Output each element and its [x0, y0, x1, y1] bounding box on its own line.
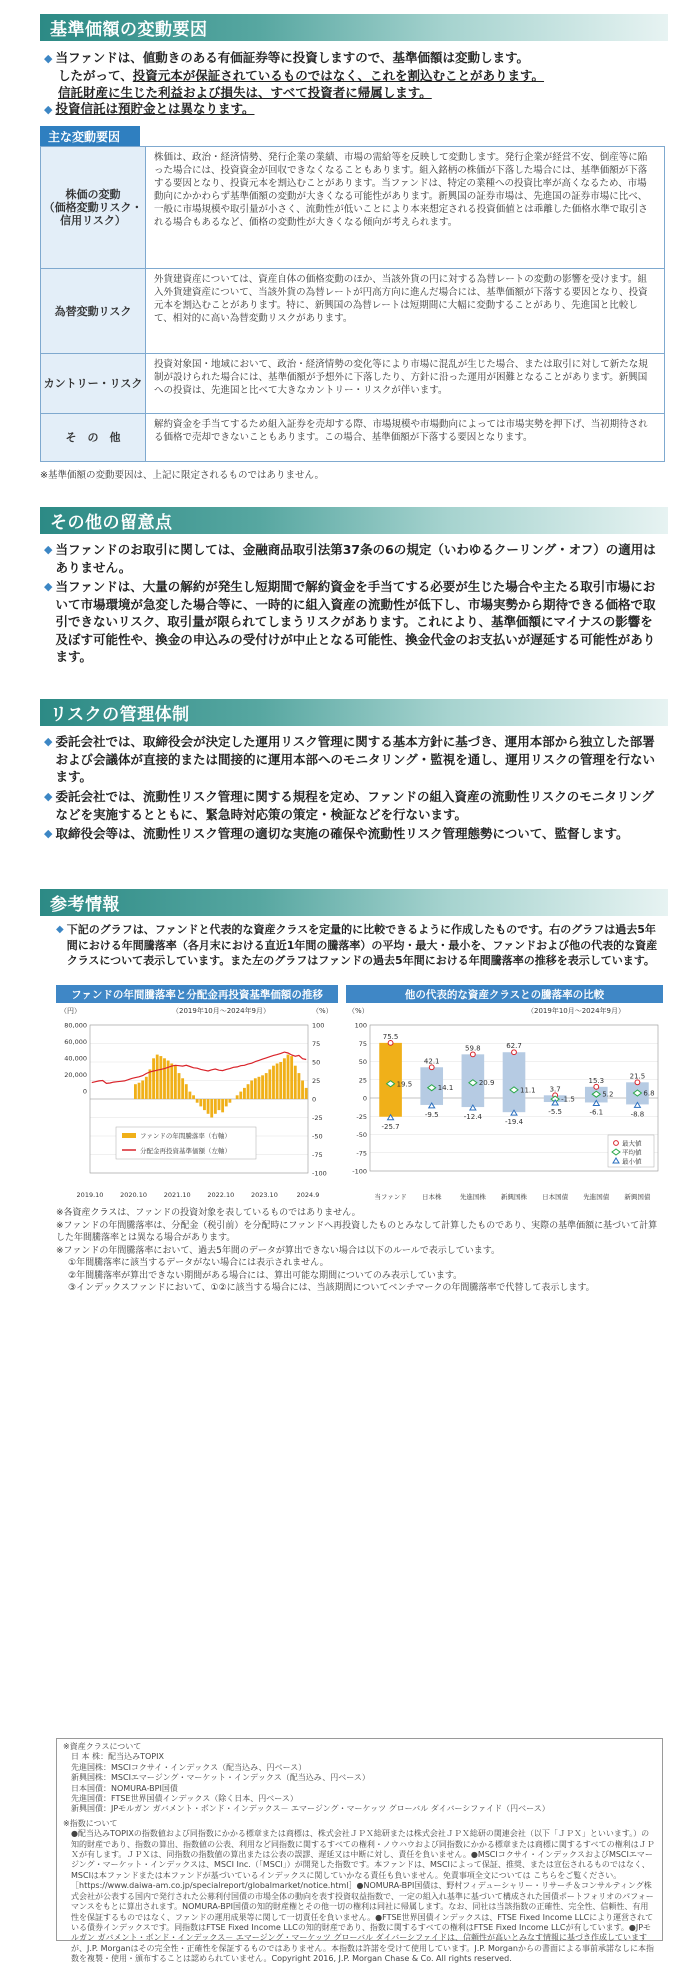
annual-return-bar	[189, 1092, 192, 1099]
annual-return-bar	[145, 1077, 148, 1099]
row-label-line: 信用リスク）	[60, 214, 126, 227]
min-label: -5.5	[548, 1108, 562, 1117]
note-line: ①年間騰落率に該当するデータがない場合には表示されません。	[68, 1258, 329, 1268]
bullet-text-underlined: 投資信託は預貯金とは異なります。	[55, 101, 255, 116]
row-label: そ の 他	[41, 414, 146, 462]
axis-unit: （%）	[348, 1007, 369, 1015]
annual-return-bar	[192, 1095, 195, 1099]
row-label: 為替変動リスク	[41, 269, 146, 354]
x-tick-label: 2020.10	[120, 1191, 148, 1199]
bullet-notes-1	[44, 541, 664, 576]
category-label: 新興国債	[624, 1193, 651, 1201]
annual-return-bar	[196, 1099, 199, 1103]
left-tick-label: 60,000	[64, 1037, 87, 1046]
row-text: 外貨建資産については、資産自体の価格変動のほか、当該外貨の円に対する為替レートの変動の影響を受けます。組入外貨建資産について、当該外貨の為替レートが円高方向に進んだ場合には、基準価額が下落する要因となり、投資元本を割込むことがあります。特に、新興国の為替レートは短期間に大幅に変動することがあり、先進国と比較して、相対的に高い為替変動リスクがあります。	[146, 269, 665, 354]
right-tick-label: 25	[312, 1077, 321, 1085]
info-line: 先進国債：FTSE世界国債インデックス（除く日本、円ベース）	[71, 1794, 298, 1804]
y-tick-label: 50	[358, 1058, 367, 1066]
row-label: カントリー・リスク	[41, 354, 146, 414]
bullet-text-underlined: 投資元本が保証されているものではなく、これを割込むことがあります。	[132, 68, 545, 83]
x-tick-label: 2021.10	[163, 1191, 191, 1199]
annual-return-bar	[163, 1058, 166, 1099]
right-tick-label: -100	[312, 1169, 327, 1178]
bullet-risk-2	[44, 788, 664, 823]
annual-return-bar	[152, 1058, 155, 1099]
note-line: ②年間騰落率が算出できない期間がある場合には、算出可能な期間についてのみ表示しています。	[68, 1270, 463, 1281]
avg-label: 14.1	[437, 1084, 454, 1093]
annual-return-bar	[239, 1092, 242, 1099]
right-tick-label: 50	[312, 1058, 321, 1067]
annual-return-bar	[287, 1055, 290, 1099]
bullet-text: 当ファンドは、値動きのある有価証券等に投資しますので、基準価額は変動します。	[55, 50, 529, 65]
row-text: 株価は、政治・経済情勢、発行企業の業績、市場の需給等を反映して変動します。発行企業が経営不安、倒産等に陥った場合には、投資資金が回収できなくなることもあります。組入銘柄の株価が下落した場合には、基準価額が下落する要因となり、投資元本を割込むことがあります。当ファンドは、特定の業種への投資比率が高くなるため、市場動向にかかわらず基準価額の変動が大きくなる可能性があります。新興国の証券市場は、先進国の証券市場に比べ、一般に市場規模や取引量が小さく、流動性が低いことにより本来想定される投資価値とは乖離した価格水準で取引される場合もあるなど、価格の変動性が大きくなる傾向が考えられます。	[146, 147, 665, 269]
bullet-text: 当ファンドは、大量の解約が発生し短期間で解約資金を手当てする必要が生じた場合や主たる取引市場において市場環境が急変した場合等に、一時的に組入資産の流動性が低下し、市場実勢から期待できる価格で取引できないリスク、取引量が限られてしまうリスクがあります。これにより、基準価額にマイナスの影響を及ぼす可能性や、換金の申込みの受付けが中止となる可能性、換金代金のお支払いが遅延する可能性があります。	[55, 579, 656, 664]
annual-return-bar	[261, 1075, 264, 1099]
right-tick-label: 75	[312, 1040, 321, 1048]
annual-return-bar	[218, 1099, 221, 1110]
bullet-fluctuation-1	[44, 49, 664, 101]
annual-return-bar	[149, 1069, 152, 1099]
annual-return-bar	[156, 1055, 159, 1099]
right-tick-label: 0	[312, 1095, 317, 1104]
intro-text: 下記のグラフは、ファンドと代表的な資産クラスを定量的に比較できるように作成したものです。右のグラフは過去5年間における年間騰落率（各月末における直近1年間の騰落率）の平均・最大・最小を、ファンドおよび他の代表的な資産クラスについて表示しています。また左のグラフはファンドの過去5年間における年間騰落率の推移を表示しています。	[66, 923, 658, 967]
diamond-icon: ◆	[44, 735, 53, 748]
index-info-box	[56, 1738, 663, 1964]
max-label: 3.7	[549, 1085, 561, 1094]
legend-max-marker	[614, 1141, 619, 1146]
left-tick-label: 20,000	[64, 1070, 87, 1079]
avg-label: 11.1	[520, 1086, 536, 1095]
right-tick-label: -75	[312, 1151, 323, 1159]
info-line: 先進国株：MSCIコクサイ・インデックス（配当込み、円ベース）	[71, 1762, 307, 1772]
max-marker	[594, 1084, 599, 1089]
max-marker	[470, 1052, 475, 1057]
annual-return-bar	[228, 1099, 231, 1103]
chart-period: （2019年10月～2024年9月）	[172, 1007, 270, 1015]
note-line: ※ファンドの年間騰落率は、分配金（税引前）を分配時にファンドへ再投資したものとみなして計算したものであり、実際の基準価額に基づいて計算した年間騰落率とは異なる場合があります。	[56, 1220, 658, 1243]
diamond-icon: ◆	[44, 103, 53, 116]
annual-return-bar	[250, 1081, 253, 1100]
section-heading-risk-management: リスクの管理体制	[40, 699, 668, 726]
diamond-icon: ◆	[44, 52, 53, 65]
info-line: ※指数について	[63, 1818, 118, 1828]
section-heading-reference: 参考情報	[40, 889, 668, 916]
row-label-line: （価格変動リスク・	[43, 201, 143, 214]
bullet-text-underlined: 信託財産に生じた利益および損失は、すべて投資者に帰属します。	[58, 85, 432, 100]
chart-notes	[56, 1207, 666, 1295]
annual-return-bar	[141, 1081, 144, 1100]
annual-return-bar	[305, 1088, 308, 1099]
annual-return-bar	[283, 1058, 286, 1099]
note-line: ※各資産クラスは、ファンドの投資対象を表しているものではありません。	[56, 1208, 361, 1218]
annual-return-bar	[207, 1099, 210, 1114]
category-label: 新興国株	[501, 1193, 527, 1201]
info-line: 日 本 株：配当込みTOPIX	[71, 1752, 164, 1762]
annual-return-bar	[243, 1088, 246, 1099]
info-line: 日本国債：NOMURA-BPI国債	[71, 1783, 178, 1793]
diamond-icon: ◆	[44, 790, 53, 803]
y-tick-label: 25	[358, 1076, 367, 1085]
annual-return-bar	[247, 1084, 250, 1099]
left-axis-unit: （円）	[60, 1007, 81, 1015]
y-tick-label: -50	[356, 1131, 367, 1139]
legend-label: 最小値	[622, 1157, 642, 1166]
section-heading-notes: その他の留意点	[40, 507, 668, 534]
annual-return-bar	[174, 1066, 177, 1099]
min-label: -9.5	[424, 1110, 439, 1119]
left-chart	[56, 1003, 338, 1205]
annual-return-bar	[210, 1099, 213, 1118]
note-line: ③インデックスファンドにおいて、①②に該当する場合には、当該期間についてベンチマークの年間騰落率で代替して表示します。	[68, 1283, 595, 1293]
annual-return-bar	[279, 1062, 282, 1099]
x-tick-label: 2024.9	[296, 1191, 320, 1199]
diamond-icon: ◆	[44, 827, 53, 840]
table-row	[41, 354, 665, 414]
table-row	[41, 269, 665, 354]
annual-return-bar	[265, 1073, 268, 1099]
annual-return-bar	[203, 1099, 206, 1110]
left-tick-label: 40,000	[64, 1054, 87, 1063]
annual-return-bar	[276, 1063, 279, 1099]
y-tick-label: 100	[354, 1021, 367, 1030]
y-tick-label: -25	[356, 1112, 367, 1121]
y-tick-label: -100	[352, 1167, 367, 1176]
bullet-notes-2	[44, 578, 664, 666]
annual-return-bar	[254, 1078, 257, 1099]
risk-factor-table	[40, 146, 665, 462]
avg-label: 19.5	[396, 1080, 413, 1089]
reference-intro	[56, 922, 661, 969]
right-tick-label: -25	[312, 1114, 323, 1122]
x-tick-label: 2022.10	[207, 1191, 235, 1199]
info-line: ※資産クラスについて	[63, 1742, 142, 1751]
row-text: 解約資金を手当てするため組入証券を売却する際、市場規模や市場動向によっては市場実勢を押下げ、当初期待される価格で売却できないこともあります。この場合、基準価額が下落する要因となります。	[146, 414, 665, 462]
max-label: 59.8	[465, 1044, 481, 1053]
annual-return-bar	[290, 1056, 293, 1099]
annual-return-bar	[178, 1073, 181, 1099]
annual-return-bar	[221, 1099, 224, 1112]
table-heading: 主な変動要因	[40, 126, 140, 146]
max-label: 42.1	[423, 1057, 440, 1066]
row-text: 投資対象国・地域において、政治・経済情勢の変化等により市場に混乱が生じた場合、または取引に対して新たな規制が設けられた場合には、基準価額が予想外に下落したり、方針に沿った運用が困難となることがあります。新興国への投資は、先進国と比べて大きなカントリー・リスクが伴います。	[146, 354, 665, 414]
min-label: -12.4	[463, 1113, 482, 1122]
max-marker	[635, 1080, 640, 1085]
legend-swatch-bar	[122, 1133, 136, 1138]
max-label: 15.3	[588, 1076, 605, 1085]
legend-label: 分配金再投資基準価額（左軸）	[140, 1147, 231, 1155]
annual-return-bar	[167, 1061, 170, 1099]
annual-return-bar	[134, 1084, 137, 1099]
info-line: ●配当込みTOPIXの指数値および同指数にかかる標章または商標は、株式会社ＪＰＸ総研または株式会社ＪＰＸ総研の関連会社（以下「ＪＰＸ」といいます。）の知的財産であり、指数の算出、指数値の公表、利用など同指数に関するすべての権利・ノウハウおよび同指数にかかる標章または商標に関するすべての権利はＪＰＸが有します。ＪＰＸは、同指数の指数値の算出または公表の誤謬、遅延又は中断に対し、責任を負いません。●MSCIコクサイ・インデックスおよびMSCIエマージング・マーケット・インデックスは、MSCI Inc.（「MSCI」）が開発した指数です。本ファンドは、MSCIによって保証、推奨、または宣伝されるものではなく、MSCIは本ファンドまたは本ファンドが基づいているインデックスに関していかなる責任も負いません。免責事項全文については こちらをご覧ください。［https://www.daiwa-am.co.jp/specialreport/globalmarket/notice.html］●NOMURA-BPI国債は、野村フィデューシャリー・リサーチ＆コンサルティング株式会社が公表する国内で発行された公募利付国債の市場全体の動向を表す投資収益指数で、一定の組入れ基準に基づいて構成された国債ポートフォリオのパフォーマンスをもとに算出されます。NOMURA-BPI国債の知的財産権とその他一切の権利は同社に帰属します。なお、同社は当該指数の正確性、完全性、信頼性、有用性を保証するものではなく、ファンドの運用成果等に関して一切責任を負いません。●FTSE世界国債インデックスは、FTSE Fixed Income LLCにより運営されている債券インデックスです。同指数はFTSE Fixed Income LLCの知的財産であり、指数に関するすべての権利はFTSE Fixed Income LLCが有しています。●JPモルガン ガバメント・ボンド・インデックス－ エマージング・マーケッツ グローバル ダイバーシファイドは、信頼性が高いとみなす情報に基づき作成していますが、J.P. Morganはその完全性・正確性を保証するものではありません。本指数は許諾を受けて使用しています。J.P. Morganからの書面による事前承諾なしに本指数を複製・使用・頒布することは認められていません。Copyright 2016, J.P. Morgan Chase & Co. All rights reserved.	[71, 1829, 655, 1964]
annual-return-bar	[294, 1066, 297, 1099]
x-tick-label: 2023.10	[250, 1191, 278, 1199]
annual-return-bar	[181, 1078, 184, 1099]
annual-return-bar	[272, 1066, 275, 1099]
bullet-text: 取締役会等は、流動性リスク管理の適切な実施の確保や流動性リスク管理態勢について、監督します。	[55, 826, 629, 841]
right-axis-unit: （%）	[312, 1007, 333, 1015]
left-tick-label: 0	[82, 1087, 87, 1096]
table-row	[41, 414, 665, 462]
diamond-icon: ◆	[44, 580, 53, 593]
right-tick-label: -50	[312, 1132, 323, 1141]
annual-return-bar	[138, 1083, 141, 1099]
avg-label: -1.5	[561, 1095, 575, 1104]
legend-label: 平均値	[622, 1148, 642, 1157]
category-label: 日本株	[421, 1193, 442, 1201]
annual-return-bar	[301, 1081, 304, 1100]
annual-return-bar	[214, 1099, 217, 1114]
y-tick-label: -75	[356, 1149, 367, 1158]
max-label: 75.5	[382, 1032, 399, 1041]
bullet-text: 委託会社では、流動性リスク管理に関する規程を定め、ファンドの組入資産の流動性リスクのモニタリングなどを実施するとともに、緊急時対応策の策定・検証などを行ないます。	[55, 789, 654, 822]
left-chart-title: ファンドの年間騰落率と分配金再投資基準価額の推移	[56, 985, 338, 1003]
max-marker	[429, 1065, 434, 1070]
row-label-line: 株価の変動	[65, 188, 121, 201]
annual-return-bar	[199, 1099, 202, 1106]
y-tick-label: 75	[358, 1039, 367, 1048]
bullet-text: 委託会社では、取締役会が決定した運用リスク管理に関する基本方針に基づき、運用本部から独立した部署および会議体が直接的または間接的に運用本部へのモニタリング・監視を通し、運用リスクの管理を行ないます。	[55, 734, 655, 784]
min-label: -19.4	[504, 1118, 524, 1127]
max-marker	[388, 1040, 393, 1045]
category-label: 先進国株	[459, 1193, 486, 1201]
annual-return-bar	[298, 1073, 301, 1099]
max-label: 62.7	[506, 1042, 522, 1051]
bullet-text: 当ファンドのお取引に関しては、金融商品取引法第37条の6の規定（いわゆるクーリング・オフ）の適用はありません。	[55, 542, 656, 575]
info-line: 新興国債：JPモルガン ガバメント・ボンド・インデックス－ エマージング・マーケッツ グローバル ダイバーシファイド（円ベース）	[71, 1804, 550, 1814]
left-tick-label: 80,000	[64, 1021, 87, 1030]
annual-return-bar	[159, 1056, 162, 1099]
avg-label: 5.2	[602, 1090, 614, 1099]
y-tick-label: 0	[362, 1094, 367, 1103]
right-chart	[346, 1003, 663, 1205]
info-line: 新興国株：MSCIエマージング・マーケット・インデックス（配当込み、円ベース）	[71, 1773, 370, 1783]
annual-return-bar	[268, 1069, 271, 1099]
bullet-risk-3	[44, 825, 664, 843]
min-label: -8.8	[630, 1110, 645, 1119]
legend-label: ファンドの年間騰落率（右軸）	[140, 1132, 231, 1140]
max-marker	[512, 1050, 517, 1055]
category-label: 当ファンド	[374, 1193, 407, 1201]
avg-label: 6.8	[643, 1089, 655, 1098]
annual-return-bar	[170, 1063, 173, 1099]
chart-period: （2019年10月～2024年9月）	[527, 1007, 625, 1015]
legend-label: 最大値	[622, 1139, 642, 1148]
category-label: 日本国債	[542, 1193, 569, 1201]
bullet-fluctuation-2	[44, 100, 664, 118]
note-line: ※ファンドの年間騰落率において、過去5年間のデータが算出できない場合は以下のルールで表示しています。	[56, 1245, 501, 1256]
section-heading-fluctuation: 基準価額の変動要因	[40, 14, 668, 41]
right-chart-title: 他の代表的な資産クラスとの騰落率の比較	[346, 985, 663, 1003]
annual-return-bar	[185, 1084, 188, 1099]
bullet-risk-1	[44, 733, 664, 786]
table-row	[41, 147, 665, 269]
bullet-text: したがって、	[58, 68, 133, 83]
min-label: -25.7	[381, 1122, 400, 1131]
category-label: 先進国債	[583, 1193, 610, 1201]
diamond-icon: ◆	[56, 924, 64, 935]
row-label	[41, 147, 146, 269]
annual-return-bar	[236, 1095, 239, 1099]
annual-return-bar	[225, 1099, 228, 1106]
diamond-icon: ◆	[44, 543, 53, 556]
x-tick-label: 2019.10	[76, 1191, 104, 1199]
min-label: -6.1	[589, 1108, 604, 1117]
annual-return-bar	[258, 1077, 261, 1099]
max-label: 21.5	[629, 1072, 646, 1081]
right-tick-label: 100	[312, 1021, 325, 1030]
range-bar	[503, 1052, 526, 1112]
footnote: ※基準価額の変動要因は、上記に限定されるものではありません。	[40, 470, 325, 481]
avg-label: 20.9	[478, 1079, 495, 1088]
